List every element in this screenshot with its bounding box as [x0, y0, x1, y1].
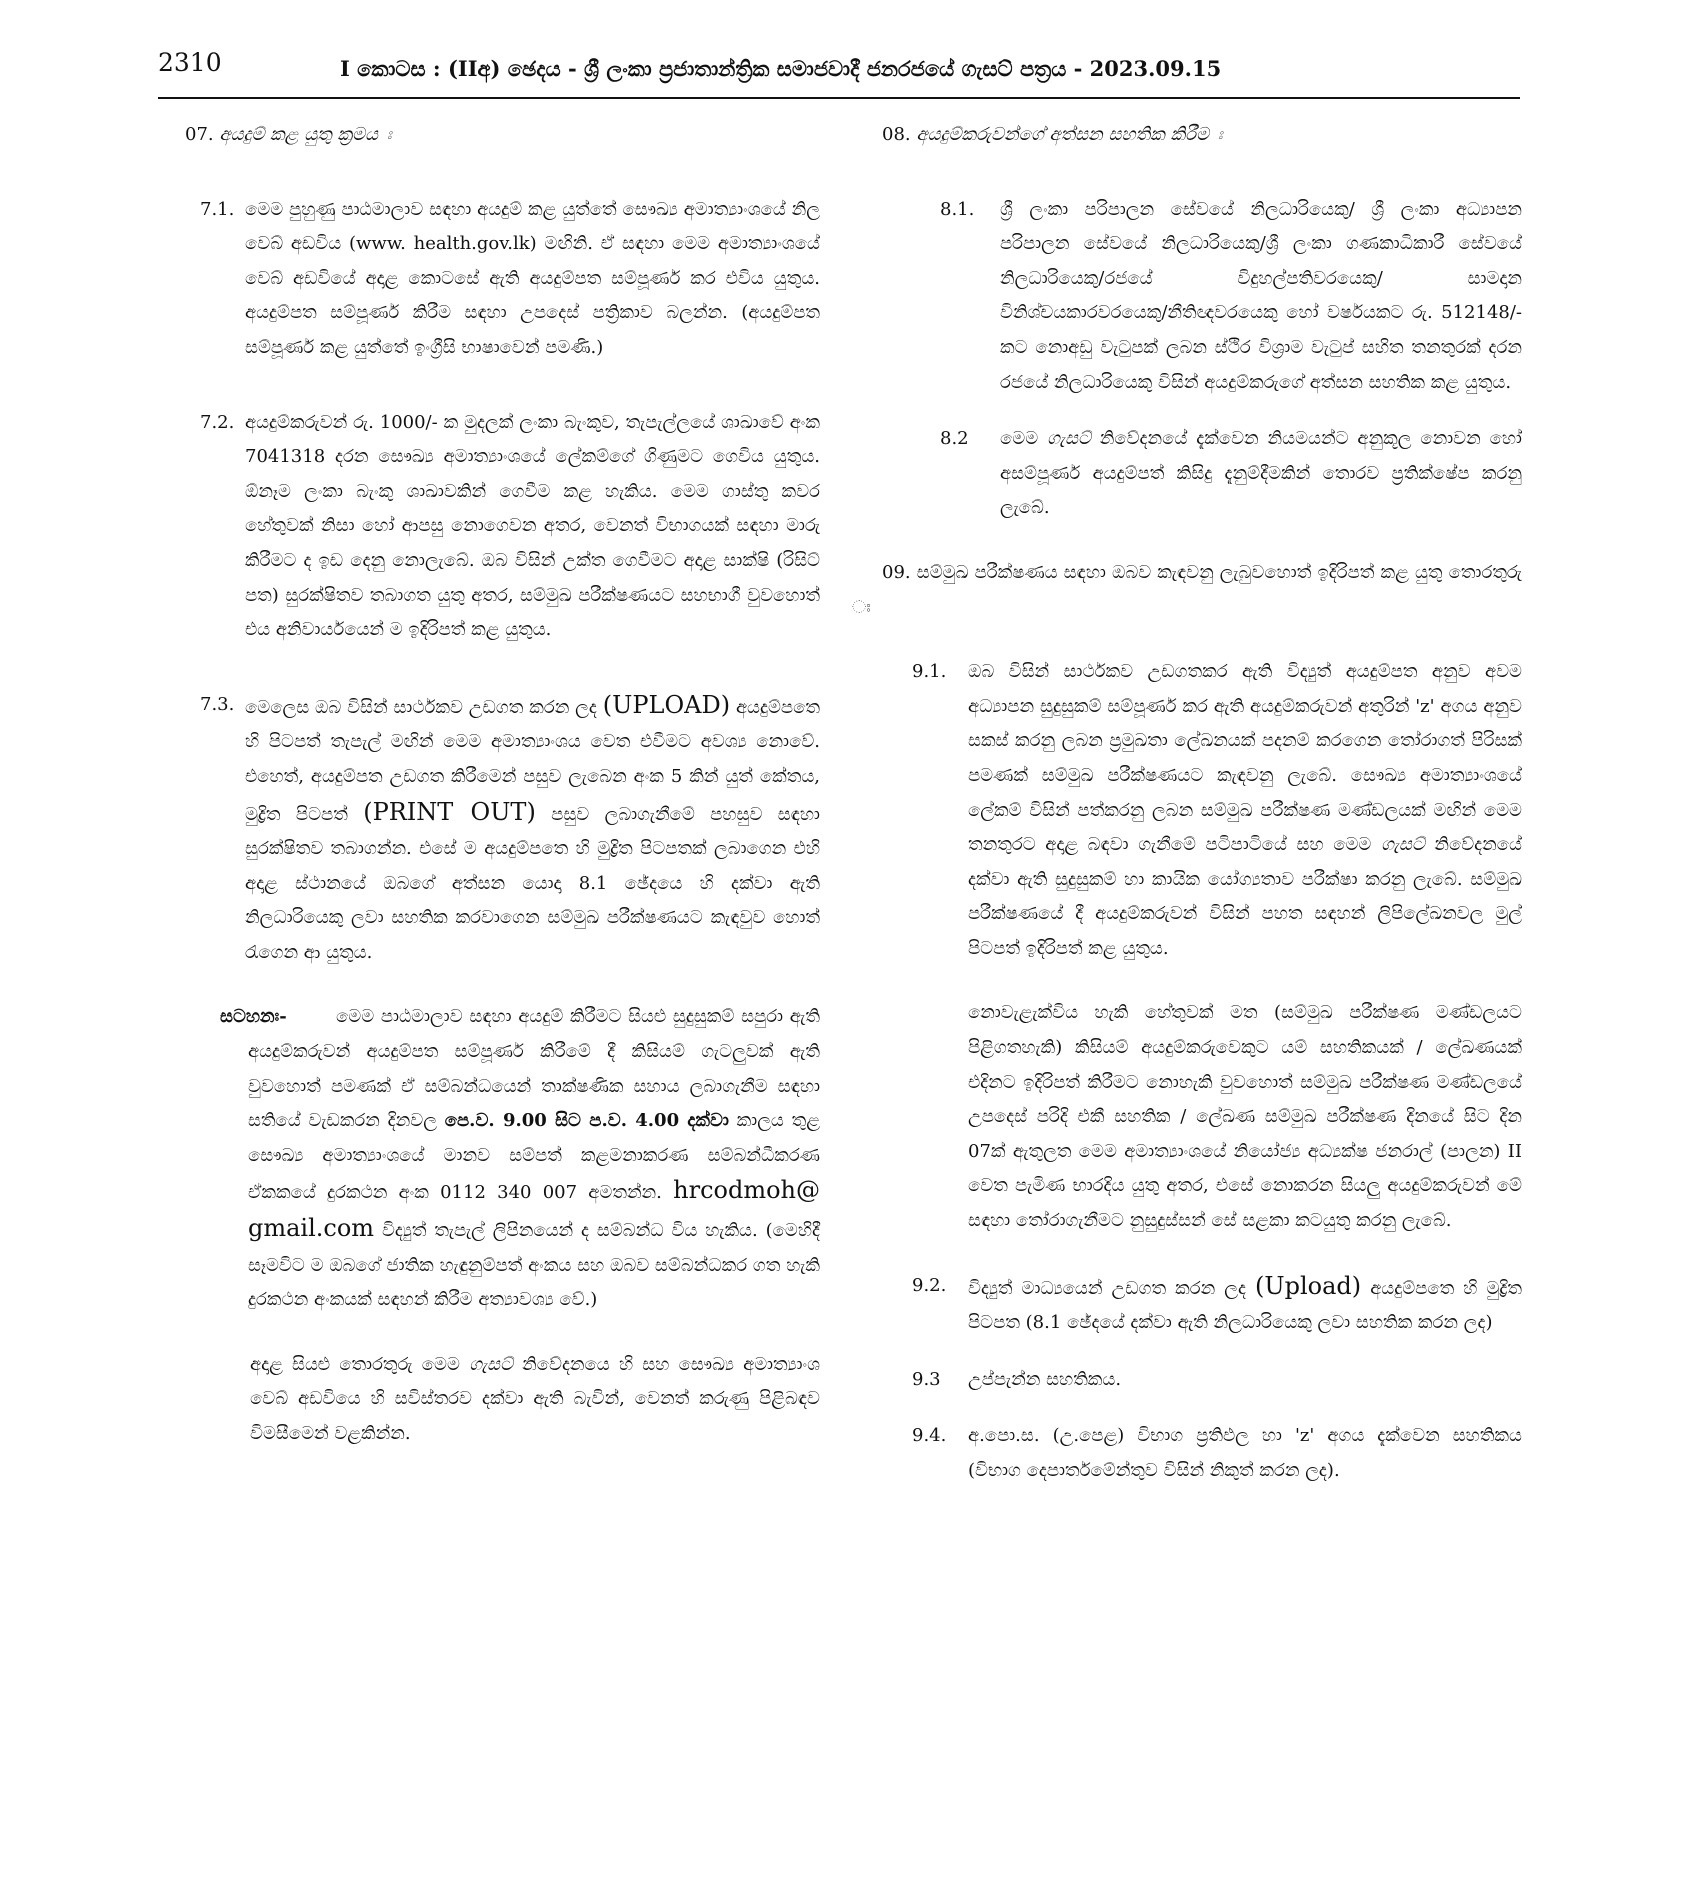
- clause-9-1: [912, 655, 1522, 966]
- note-text: [220, 1000, 820, 1317]
- clause-number: 7.3.: [200, 693, 235, 715]
- clause-text-part: මෙම: [1000, 428, 1039, 450]
- clause-number: 9.4.: [912, 1425, 947, 1447]
- section-09-intro: [852, 556, 1522, 625]
- clause-number: 7.1.: [200, 198, 235, 220]
- upload-term: (UPLOAD): [602, 690, 731, 719]
- clause-9-3: [912, 1363, 1522, 1398]
- clause-text-part: විද්‍යුත් මාධ්‍යයෙන් උඩගත කරන ලද: [968, 1277, 1246, 1299]
- note-text-part: විද්‍යුත් තැපැල් ලිපිනයෙන් ද සම්බන්ධ විය හැකිය. (මෙහිදී සෑමවිට ම ඔබගේ ජාතික හැඳුනුම්පත් අංකය සහ ඔබව සම්බන්ධකර ගත හැකි දුරකථන අංකයක් සඳහන් කිරීම අත්‍යාවශ්‍ය වේ.): [248, 1220, 820, 1311]
- final-paragraph: [250, 1348, 820, 1452]
- clause-9-1-continuation: නොවැළැක්විය හැකි හේතුවක් මත (සම්මුඛ පරීක්ෂණ මණ්ඩලයට පිළිගතහැකි) කිසියම් අයදුම්කරුවෙකුට යම් සහතිකයක් / ලේඛණයක් එදිනට ඉදිරිපත් කිරීමට නොහැකි වුවහොත් සම්මුඛ පරීක්ෂණ මණ්ඩලයේ උපදෙස් පරිදි එකී සහතික / ලේඛණ සම්මුඛ පරීක්ෂණ දිනයේ සිට දින 07ක් ඇතුලත මෙම අමාත්‍යාංශයේ නියෝජ්‍ය අධ්‍යක්ෂ ජනරාල් (පාලන) II වෙත පැමිණ භාරදිය යුතු අතර, එසේ නොකරන සියලු අයදුම්කරුවන් මේ සඳහා තෝරාගැනීමට නුසුදුස්සන් සේ සළකා කටයුතු කරනු ලැබේ.: [968, 1002, 1522, 1232]
- section-number: 08.: [882, 124, 911, 145]
- printout-term: (PRINT OUT): [363, 797, 536, 826]
- clause-text: අ.පො.ස. (උ.පෙළ) විභාග ප්‍රතිඵල හා 'z' අගය දැක්වෙන සහතිකය (විභාග දෙපාර්තමේන්තුව විසින් නිකුත් කරන ලද).: [968, 1425, 1522, 1481]
- clause-9-4: [912, 1419, 1522, 1488]
- note-text-part: කාලය තුළ සෞඛ්‍ය අමාත්‍යාංශයේ මානව සම්පත් කළමනාකරණ සම්බන්ධීකරණ ඒකකයේ දුරකථන අංක 0112 340 007 අමතන්න.: [248, 1110, 820, 1204]
- section-title: අයදුම්කරුවන්ගේ අත්සන සහතික කිරීම ඃ: [916, 124, 1223, 145]
- gazette-term: ගැසට්: [1047, 428, 1091, 450]
- header-divider: [158, 97, 1520, 99]
- note-block: [220, 1000, 820, 1317]
- clause-text: [968, 1269, 1522, 1341]
- section-number: 07.: [185, 124, 214, 145]
- clause-text: උප්පැන්න සහතිකය.: [968, 1368, 1122, 1390]
- clause-text-part: නිවේදනයේ දැක්වෙන නියමයන්ට අනුකූල නොවන හෝ අසම්පූර්ණ අයදුම්පත් කිසිදු දැනුම්දීමකින් තොරව ප්‍රතික්ෂේප කරනු ලැබේ.: [1000, 428, 1522, 519]
- clause-text-part: අයදුම්පතෙ හි මුද්‍රිත පිටපත (8.1 ඡේදයේ දක්වා ඇති නිලධාරියෙකු ලවා සහතික කරන ලද): [968, 1277, 1523, 1334]
- gazette-term: ගැසට්: [1380, 834, 1425, 856]
- clause-8-1: [940, 193, 1522, 401]
- left-column: [185, 118, 820, 1452]
- support-hours: පෙ.ව. 9.00 සිට ප.ව. 4.00 දක්වා: [444, 1110, 729, 1132]
- note-text-part: මෙම පාඨමාලාව සඳහා අයදුම් කිරීමට සියළු සුදුසුකම් සපුරා ඇති අයදුම්කරුවන් අයදුම්පත සම්පූර්ණ කිරීමේ දී කිසියම් ගැටලුවක් ඇති වුවහොත් පමණක් ඒ සම්බන්ධයෙන් තාක්ෂණික සහාය ලබාගැනීම සඳහා සතියේ වැඩකරන දිනවල: [248, 1006, 820, 1132]
- clause-number: 9.1.: [912, 661, 947, 683]
- clause-number: 9.2.: [912, 1274, 947, 1296]
- section-title: අයදුම් කළ යුතු ක්‍රමය ඃ: [219, 124, 392, 145]
- clause-text-part: නිවේදනයේ දක්වා ඇති සුදුසුකම් හා කායික යෝග්‍යතාව පරීක්ෂා කරනු ලැබේ. සම්මුඛ පරීක්ෂණයේ දී අයදුම්කරුවන් විසින් පහත සඳහන් ලිපිලේඛනවල මුල් පිටපත් ඉදිරිපත් කළ යුතුය.: [968, 834, 1522, 959]
- clause-text: [245, 688, 820, 971]
- clause-number: 8.2: [940, 428, 969, 450]
- section-08-heading: [882, 118, 1522, 153]
- clause-7-2: [200, 406, 820, 648]
- clause-text: අයදුම්කරුවන් රු. 1000/- ක මුදලක් ලංකා බැංකුව, තැපැල්ලයේ ශාඛාවේ අංක 7041318 දරන සෞඛ්‍ය අමාත්‍යාංශයේ ලේකම්ගේ ගිණුමට ගෙවිය යුතුය. ඕනෑම ලංකා බැංකු ශාඛාවකින් ගෙවීම කළ හැකිය. මෙම ගාස්තු කවර හේතුවක් නිසා හෝ ආපසු නොගෙවන අතර, වෙනත් විභාගයක් සඳහා මාරු කිරීමට ද ඉඩ දෙනු නොලැබේ. ඔබ විසින් උක්ත ගෙවීමට අදාළ සාක්ෂි (රිසිට් පත) සුරක්ෂිතව තබාගත යුතු අතර, සම්මුඛ පරීක්ෂණයට සහභාගී වුවහොත් එය අනිවාර්යයෙන් ම ඉදිරිපත් කළ යුතුය.: [245, 411, 820, 641]
- clause-9-2: [912, 1269, 1522, 1341]
- section-07-heading: [185, 118, 820, 153]
- clause-text: ශ්‍රී ලංකා පරිපාලන සේවයේ නිලධාරියෙකු/ ශ්‍රී ලංකා අධ්‍යාපන පරිපාලන සේවයේ නිලධාරියෙකු/ශ්‍රී ලංකා ගණකාධිකාරී සේවයේ නිලධාරියෙකු/රජයේ විදුහල්පතිවරයෙකු/ සාමදාන විනිශ්චයකාරවරයෙකු/නීතිඥවරයෙකු හෝ වර්ෂයකට රු. 512148/- කට නොඅඩු වැටුපක් ලබන ස්ථිර විශ්‍රාම වැටුප් සහිත තනතුරක් දරන රජයේ නිලධාරියෙකු විසින් අයදුම්කරුගේ අත්සන සහතික කළ යුතුය.: [1000, 198, 1522, 393]
- clause-text: [968, 655, 1522, 966]
- support-email: hrcodmoh@ gmail.com: [248, 1176, 820, 1243]
- section-number: 09.: [882, 561, 911, 583]
- clause-8-2: [940, 422, 1522, 526]
- page-number: 2310: [158, 48, 222, 77]
- clause-number: 8.1.: [940, 198, 975, 220]
- paragraph-text-part: අදාළ සියළු තොරතුරු මෙම: [250, 1353, 460, 1375]
- clause-number: 9.3: [912, 1368, 941, 1390]
- paragraph-text-part: නිවේදනයෙ හි සහ සෞඛ්‍ය අමාත්‍යාංශ වෙබ් අඩවියෙ හි සවිස්තරව දක්වා ඇති බැවින්, වෙනත් කරුණු පිළිබඳව විමසීමෙන් වළකින්න.: [250, 1353, 820, 1444]
- clause-7-3: [200, 688, 820, 971]
- clause-text-part: අයදුම්පතෙ හි පිටපත් තැපැල් මඟින් මෙම අමාත්‍යාංශය වෙත එවීමට අවශ්‍ය නොවේ. එහෙත්, අයදුම්පත උඩගත කිරීමෙන් පසුව ලැබෙන අංක 5 කින් යුත් කේතය, මුද්‍රිත පිටපත්: [245, 696, 820, 825]
- clause-text: මෙම පුහුණු පාඨමාලාව සඳහා අයදුම් කළ යුත්තේ සෞඛ්‍ය අමාත්‍යාංශයේ නිල වෙබ් අඩවිය (www. health.gov.lk) මඟිනි. ඒ සඳහා මෙම අමාත්‍යාංශයේ වෙබ් අඩවියේ අදාළ කොටසේ ඇති අයදුම්පත සම්පූර්ණ කර එවිය යුතුය. අයදුම්පත සම්පූර්ණ කිරීම සඳහා උපදෙස් පත්‍රිකාව බලන්න. (අයදුම්පත සම්පූර්ණ කළ යුත්තේ ඉංග්‍රීසි භාෂාවෙන් පමණි.): [245, 198, 820, 358]
- clause-7-1: [200, 193, 820, 366]
- section-text: සම්මුඛ පරීක්ෂණය සඳහා ඔබව කැඳවනු ලැබුවහොත් ඉදිරිපත් කළ යුතු තොරතුරු ඃ: [852, 561, 1522, 618]
- clause-text-part: ඔබ විසින් සාර්ථකව උඩගතකර ඇති විද්‍යුත් අයදුම්පත අනුව අවම අධ්‍යාපන සුදුසුකම් සම්පූර්ණ කර ඇති අයදුම්කරුවන් අතුරින් 'z' අගය අනුව සකස් කරනු ලබන ප්‍රමුඛතා ලේඛනයක් පදනම් කරගෙන තෝරාගත් පිරිසක් පමණක් සම්මුඛ පරීක්ෂණයට කැඳවනු ලැබේ. සෞඛ්‍ය අමාත්‍යාංශයේ ලේකම් විසින් පත්කරනු ලබන සම්මුඛ පරීක්ෂණ මණ්ඩලයක් මඟින් මෙම තනතුරට අදාළ බඳවා ගැනීමේ පටිපාටියේ සහ මෙම: [968, 661, 1522, 856]
- clause-number: 7.2.: [200, 411, 235, 433]
- right-column: [852, 118, 1523, 1489]
- gazette-header-title: I කොටස : (IIඅ) ඡෙදය - ශ්‍රී ලංකා ප්‍රජාතාන්ත්‍රික සමාජවාදී ජනරජයේ ගැසට් පත්‍රය - 2023.09.15: [340, 56, 1222, 81]
- note-label: සටහනඃ-: [220, 1006, 287, 1028]
- gazette-term: ගැසට්: [469, 1353, 513, 1375]
- clause-text: [1000, 422, 1522, 526]
- clause-text-part: මෙලෙස ඔබ විසින් සාර්ථකව උඩගත කරන ලද: [245, 696, 597, 718]
- upload-term: (Upload): [1255, 1271, 1362, 1300]
- clause-text-part: පසුව ලබාගැනීමේ පහසුව සඳහා සුරක්ෂිතව තබාගන්න. එසේ ම අයදුම්පතෙ හි මුද්‍රිත පිටපතක් ලබාගෙන එහි අදාළ ස්ථානයේ ඔබගේ අත්සන යොදා 8.1 ඡේදයෙ හි දක්වා ඇති නිලධාරියෙකු ලවා සහතික කරවාගෙන සම්මුඛ පරීක්ෂණයට කැඳවුව හොත් රැගෙන ආ යුතුය.: [245, 803, 820, 963]
